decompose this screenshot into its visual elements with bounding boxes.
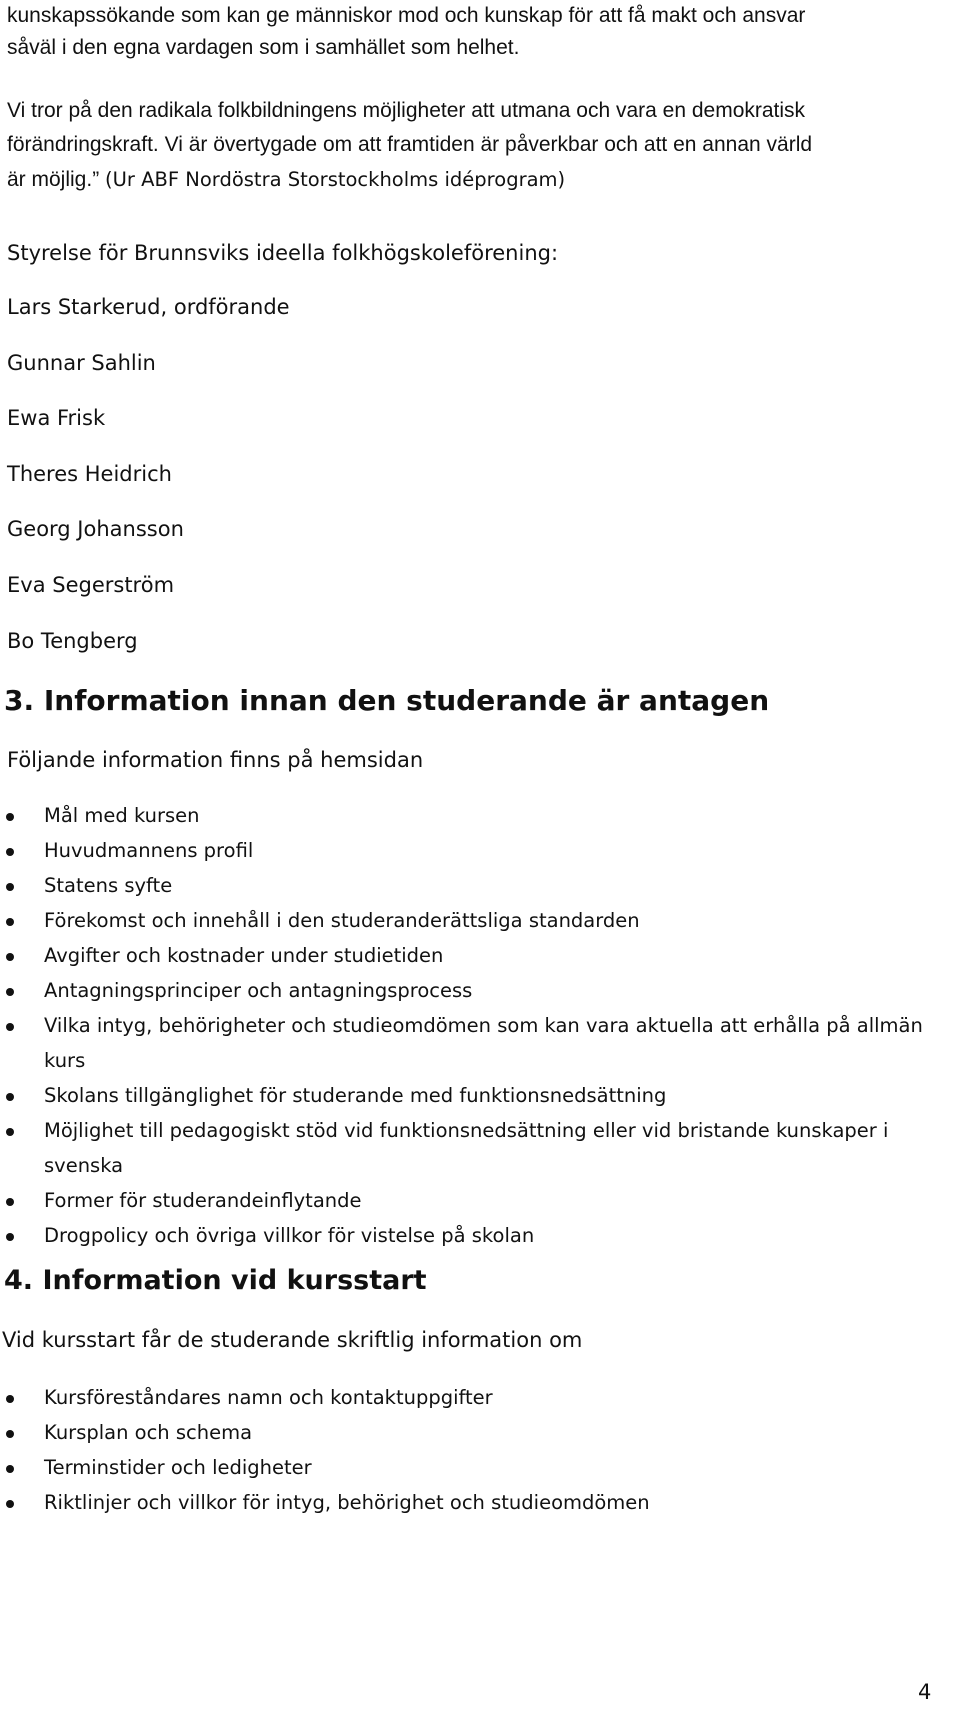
list-item: Former för studerandeinflytande	[0, 1183, 960, 1218]
list-item: Möjlighet till pedagogiskt stöd vid funktionsnedsättning eller vid bristande kunskaper i svenska	[0, 1113, 960, 1183]
list-item: Kursföreståndares namn och kontaktuppgifter	[0, 1380, 960, 1415]
bullet-icon	[6, 918, 14, 926]
bullet-icon	[6, 1093, 14, 1101]
list-item: Förekomst och innehåll i den studeranderättsliga standarden	[0, 903, 960, 938]
bullet-icon	[6, 953, 14, 961]
list-item: Drogpolicy och övriga villkor för vistelse på skolan	[0, 1218, 960, 1253]
list-item: Skolans tillgänglighet för studerande med funktionsnedsättning	[0, 1078, 960, 1113]
bullet-icon	[6, 1198, 14, 1206]
intro-line-1: kunskapssökande som kan ge människor mod och kunskap för att få makt och ansvar	[7, 4, 806, 27]
bullet-icon	[6, 848, 14, 856]
bullet-icon	[6, 1128, 14, 1136]
list-item: Vilka intyg, behörigheter och studieomdömen som kan vara aktuella att erhålla på allmän kurs	[0, 1008, 960, 1078]
bullet-icon	[6, 1430, 14, 1438]
section-3-list	[0, 798, 960, 1253]
board-member: Theres Heidrich	[7, 462, 172, 486]
bullet-icon	[6, 1465, 14, 1473]
bullet-icon	[6, 1023, 14, 1031]
list-item: Kursplan och schema	[0, 1415, 960, 1450]
bullet-icon	[6, 813, 14, 821]
ideology-source: (Ur ABF Nordöstra Storstockholms idéprogram)	[105, 168, 566, 191]
intro-line-2: såväl i den egna vardagen som i samhället som helhet.	[7, 36, 520, 59]
bullet-icon	[6, 988, 14, 996]
ideology-line-1: Vi tror på den radikala folkbildningens möjligheter att utmana och vara en demokratisk	[7, 99, 806, 122]
list-item: Avgifter och kostnader under studietiden	[0, 938, 960, 973]
board-member: Bo Tengberg	[7, 629, 138, 653]
section-4-list	[0, 1380, 960, 1520]
board-title: Styrelse för Brunnsviks ideella folkhögskoleförening:	[7, 241, 559, 265]
list-item: Antagningsprinciper och antagningsprocess	[0, 973, 960, 1008]
bullet-icon	[6, 1500, 14, 1508]
board-member: Lars Starkerud, ordförande	[7, 295, 290, 319]
board-member: Ewa Frisk	[7, 406, 106, 430]
list-item: Riktlinjer och villkor för intyg, behörighet och studieomdömen	[0, 1485, 960, 1520]
list-item: Huvudmannens profil	[0, 833, 960, 868]
section-4-intro: Vid kursstart får de studerande skriftlig information om	[2, 1328, 583, 1352]
section-3-intro: Följande information finns på hemsidan	[7, 748, 424, 772]
ideology-line-2: förändringskraft. Vi är övertygade om att framtiden är påverkbar och att en annan värld	[7, 133, 813, 156]
page-number: 4	[918, 1680, 932, 1704]
bullet-icon	[6, 1395, 14, 1403]
list-item: Statens syfte	[0, 868, 960, 903]
bullet-icon	[6, 883, 14, 891]
section-4-heading: 4. Information vid kursstart	[4, 1265, 427, 1296]
board-member: Georg Johansson	[7, 517, 184, 541]
ideology-quote-end: är möjlig.”	[7, 168, 100, 191]
board-member: Gunnar Sahlin	[7, 351, 156, 375]
list-item: Terminstider och ledigheter	[0, 1450, 960, 1485]
bullet-icon	[6, 1233, 14, 1241]
section-3-heading: 3. Information innan den studerande är antagen	[4, 684, 770, 717]
ideology-line-3	[7, 162, 565, 198]
list-item: Mål med kursen	[0, 798, 960, 833]
board-member: Eva Segerström	[7, 573, 175, 597]
